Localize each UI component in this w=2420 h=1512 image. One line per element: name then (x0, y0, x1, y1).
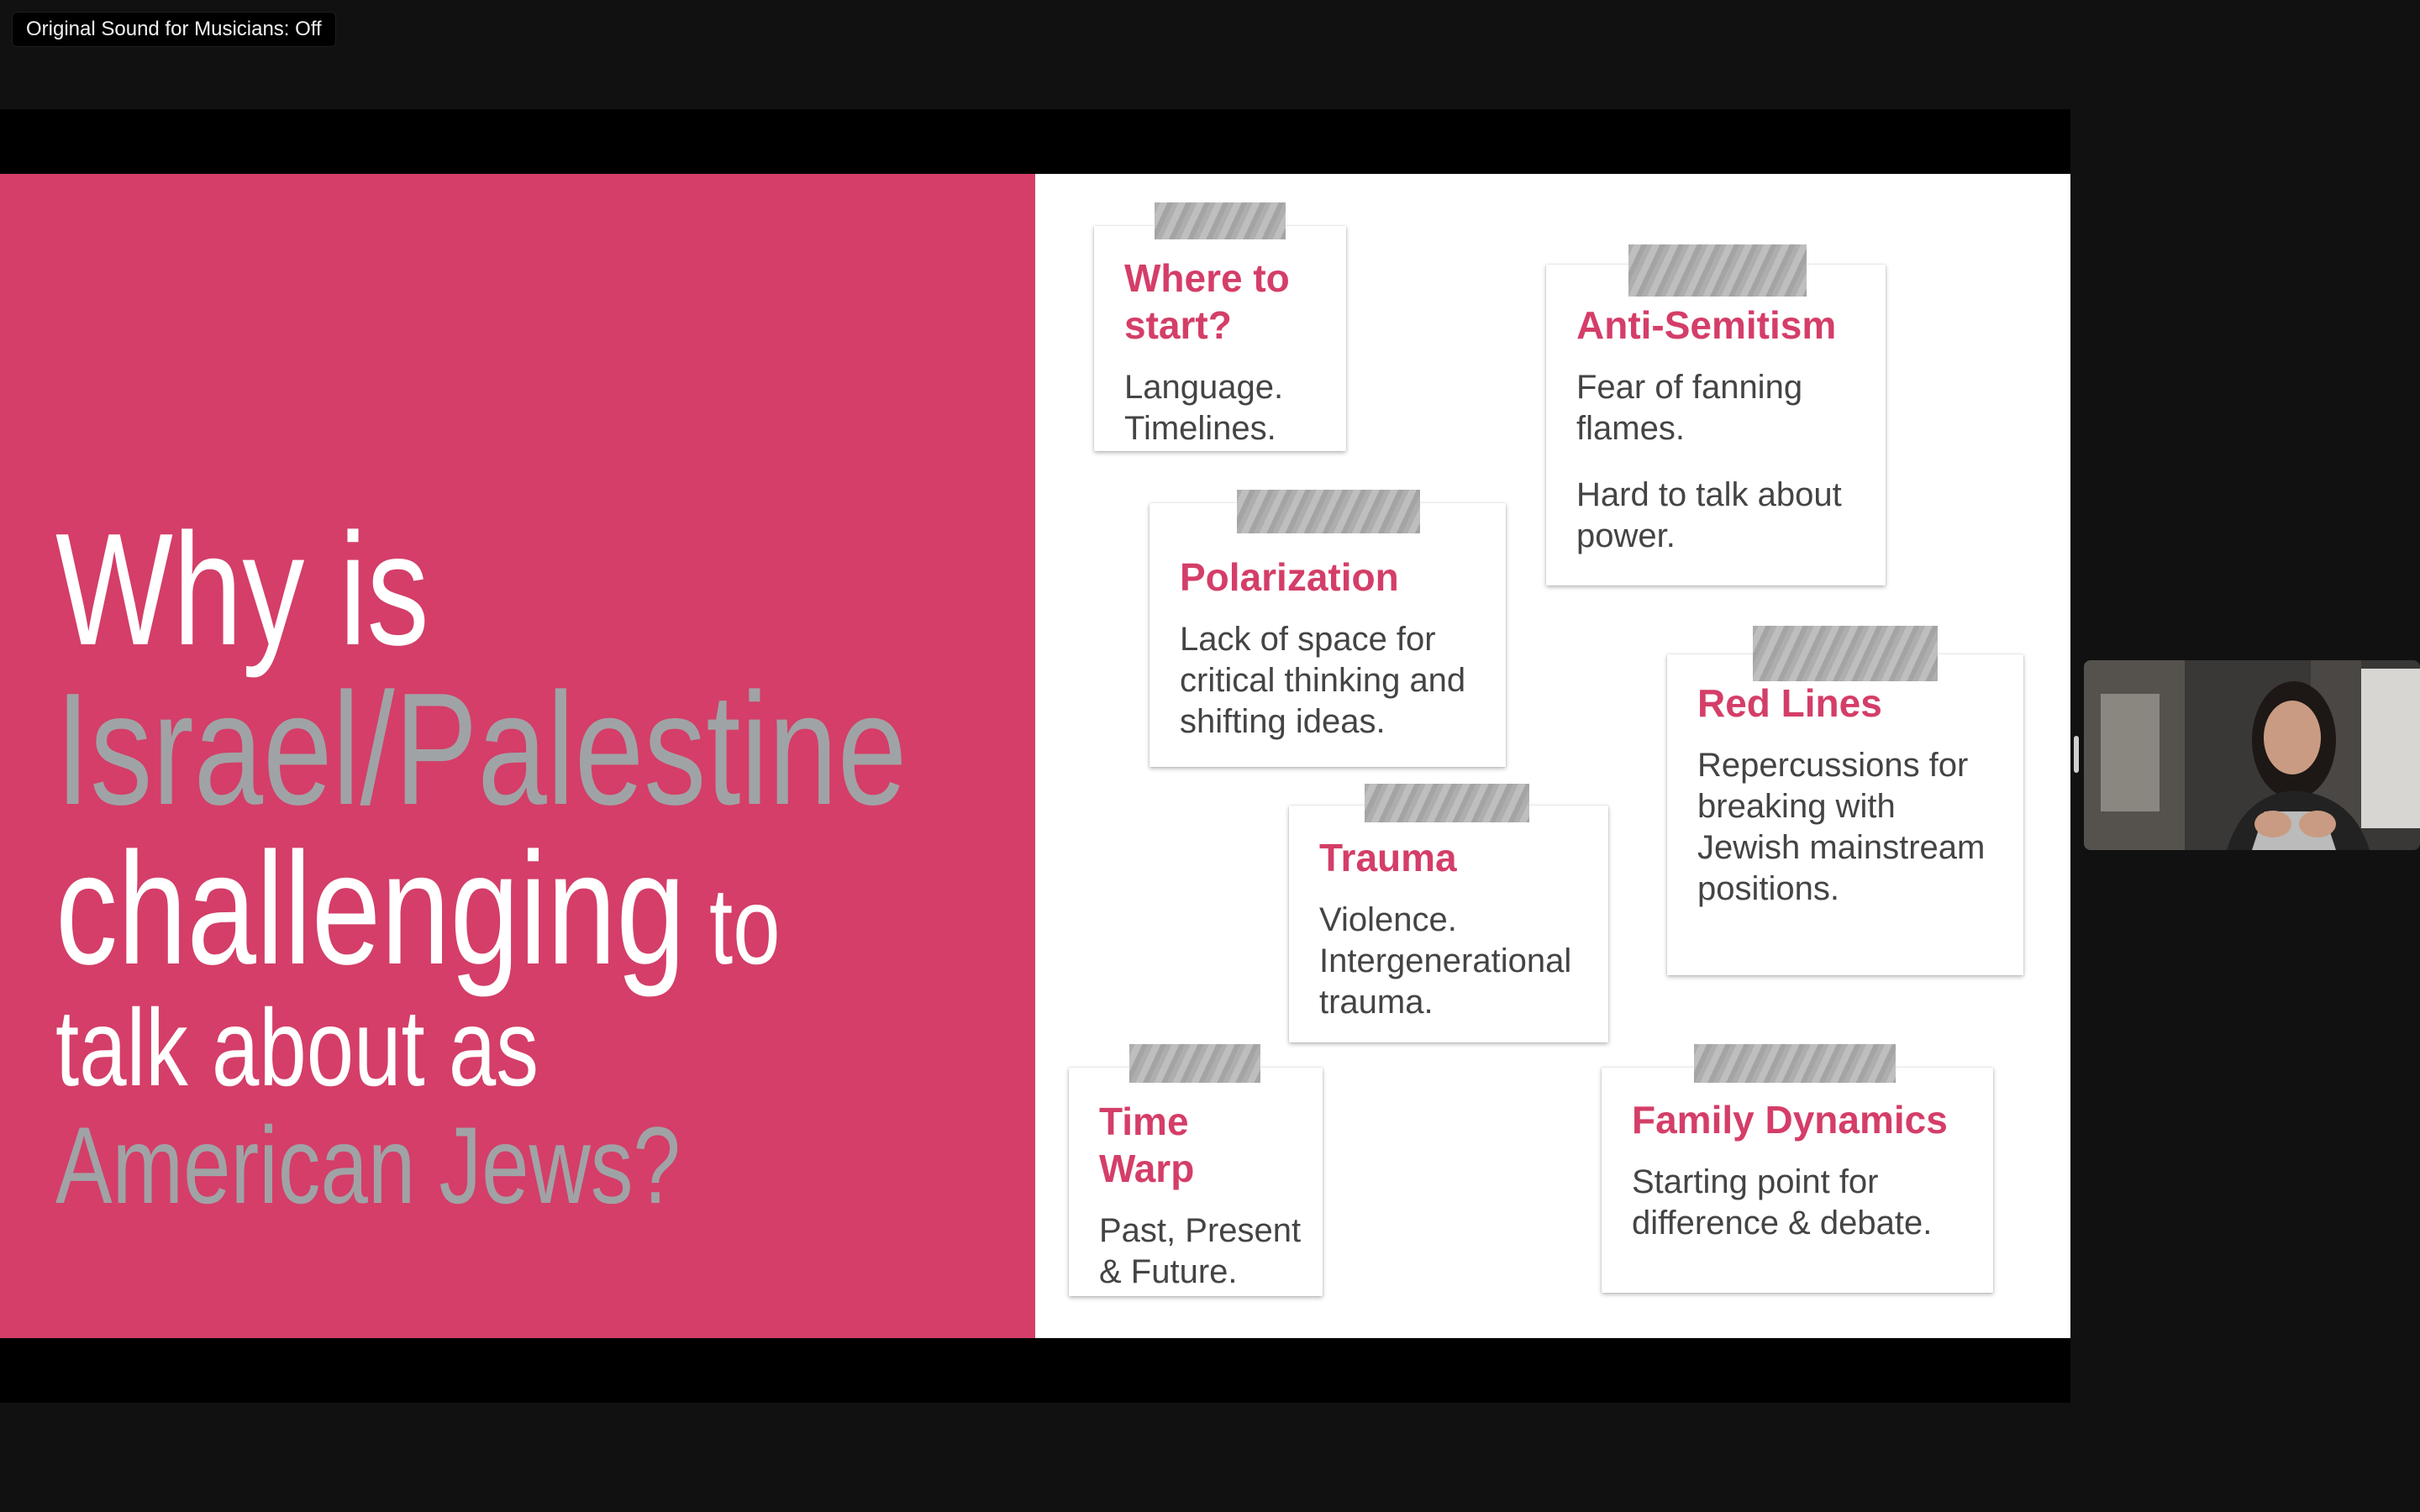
card-title: Red Lines (1697, 681, 1882, 725)
card-body-line: Hard to talk about power. (1576, 476, 1842, 554)
card-body (1124, 367, 1316, 449)
card-trauma (1289, 806, 1608, 1042)
card-body-line: Starting point for difference & debate. (1632, 1163, 1933, 1242)
headline-line-3-tail: to (685, 864, 781, 987)
tape-decoration (1694, 1044, 1896, 1083)
card-where-to-start (1094, 226, 1346, 451)
card-title: Family Dynamics (1632, 1098, 1948, 1142)
card-body-line: Past, Present & Future. (1099, 1212, 1302, 1290)
participant-video-tile[interactable] (2084, 660, 2420, 850)
card-title: Where to start? (1124, 256, 1290, 347)
tape-decoration (1365, 784, 1529, 822)
slide-right-panel (1035, 174, 2070, 1338)
audio-status-indicator: Original Sound for Musicians: Off (12, 12, 336, 47)
card-title: Time Warp (1099, 1100, 1195, 1190)
headline-line-3-word: challenging (55, 820, 686, 998)
presentation-slide (0, 174, 2070, 1338)
card-body (1319, 900, 1597, 1023)
headline-line-1: Why is (55, 501, 429, 679)
card-body (1099, 1210, 1309, 1293)
tape-decoration (1237, 490, 1420, 533)
card-anti-semitism (1546, 265, 1886, 585)
participant-video-feed (2084, 660, 2420, 850)
panel-resize-handle[interactable] (2074, 736, 2079, 773)
tape-decoration (1129, 1044, 1260, 1083)
card-body (1697, 745, 2000, 910)
headline-line-3 (55, 820, 790, 998)
slide-headline (55, 501, 997, 1226)
card-body-line: Repercussions for breaking with Jewish mainstream positions. (1697, 747, 1986, 907)
card-body (1632, 1162, 1968, 1244)
card-red-lines (1667, 654, 2023, 975)
card-body-line: Fear of fanning flames. (1576, 369, 1803, 447)
slide-left-panel (0, 174, 1035, 1338)
card-polarization (1150, 503, 1506, 767)
card-time-warp (1069, 1068, 1323, 1296)
card-title: Trauma (1319, 836, 1457, 879)
card-body-line: Lack of space for critical thinking and shifting ideas. (1180, 621, 1466, 740)
card-body-line: Language. Timelines. (1124, 369, 1284, 447)
screen-share-area (0, 109, 2070, 1403)
tape-decoration (1753, 626, 1938, 681)
headline-line-2: Israel/Palestine (55, 660, 908, 838)
card-body (1180, 619, 1476, 743)
headline-line-4: talk about as (55, 986, 539, 1109)
card-title: Polarization (1180, 555, 1399, 599)
tape-decoration (1155, 202, 1286, 239)
headline-line-5: American Jews? (55, 1104, 681, 1226)
card-body (1576, 367, 1855, 557)
card-body-line: Violence. Intergenerational trauma. (1319, 901, 1572, 1021)
card-title: Anti-Semitism (1576, 303, 1837, 347)
tape-decoration (1628, 244, 1807, 297)
card-family-dynamics (1602, 1068, 1993, 1293)
